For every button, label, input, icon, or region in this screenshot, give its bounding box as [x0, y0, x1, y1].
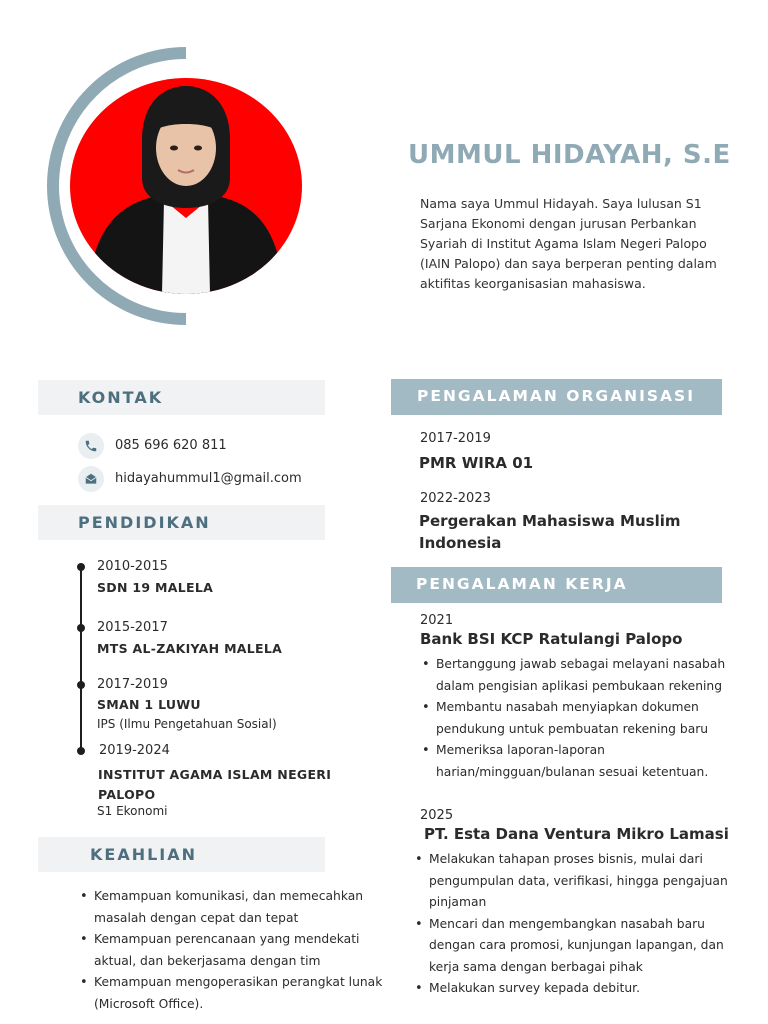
job-duties-list — [420, 654, 740, 783]
phone-row — [78, 433, 338, 459]
organization-section-header — [391, 379, 722, 415]
organization-heading: PENGALAMAN ORGANISASI — [417, 387, 695, 405]
job-year: 2021 — [420, 613, 454, 628]
job-duty: • Memeriksa laporan-laporan harian/mingguan/bulanan sesuai ketentuan. — [420, 740, 740, 783]
email-row — [78, 466, 338, 492]
job-duty: • Melakukan survey kepada debitur. — [413, 978, 753, 1000]
education-heading: PENDIDIKAN — [78, 513, 211, 532]
job-title: Bank BSI KCP Ratulangi Palopo — [420, 630, 683, 648]
skill-item: • Kemampuan komunikasi, dan memecahkan masalah dengan cepat dan tepat — [78, 886, 388, 929]
skills-heading: KEAHLIAN — [90, 845, 198, 864]
education-years: 2015-2017 — [97, 620, 168, 635]
email-address: hidayahummul1@gmail.com — [115, 471, 302, 486]
job-duty: • Membantu nasabah menyiapkan dokumen pendukung untuk pembuatan rekening baru — [420, 697, 740, 740]
job-year: 2025 — [420, 808, 454, 823]
education-years: 2019-2024 — [99, 743, 170, 758]
timeline-dot — [77, 681, 85, 689]
skills-list — [78, 886, 388, 1015]
education-major: IPS (Ilmu Pengetahuan Sosial) — [97, 717, 277, 731]
education-school: MTS AL-ZAKIYAH MALELA — [97, 641, 283, 656]
contact-heading: KONTAK — [78, 388, 164, 407]
education-years: 2010-2015 — [97, 559, 168, 574]
job-duty: • Melakukan tahapan proses bisnis, mulai dari pengumpulan data, verifikasi, hingga pengajuan pinjaman — [413, 849, 753, 914]
person-silhouette — [70, 78, 302, 294]
phone-icon — [78, 433, 104, 459]
organization-name: Pergerakan Mahasiswa Muslim Indonesia — [419, 512, 681, 552]
contact-section-header — [38, 380, 325, 415]
work-section-header — [391, 567, 722, 603]
work-heading: PENGALAMAN KERJA — [416, 575, 628, 593]
organization-years: 2022-2023 — [420, 491, 491, 506]
organization-name: PMR WIRA 01 — [419, 454, 534, 472]
profile-photo — [70, 78, 302, 294]
skills-section-header — [38, 837, 325, 872]
organization-years: 2017-2019 — [420, 431, 491, 446]
timeline-line — [80, 566, 82, 752]
education-years: 2017-2019 — [97, 677, 168, 692]
education-school: INSTITUT AGAMA ISLAM NEGERI PALOPO — [98, 767, 332, 802]
education-school: SMAN 1 LUWU — [97, 697, 201, 712]
envelope-icon — [78, 466, 104, 492]
phone-number: 085 696 620 811 — [115, 438, 227, 453]
job-duty: • Bertanggung jawab sebagai melayani nasabah dalam pengisian aplikasi pembukaan rekening — [420, 654, 740, 697]
education-major: S1 Ekonomi — [97, 804, 168, 818]
timeline-dot — [77, 624, 85, 632]
education-section-header — [38, 505, 325, 540]
job-duty: • Mencari dan mengembangkan nasabah baru dengan cara promosi, kunjungan lapangan, dan kerja sama dengan berbagai pihak — [413, 914, 753, 979]
job-title: PT. Esta Dana Ventura Mikro Lamasi — [424, 825, 729, 843]
about-text: Nama saya Ummul Hidayah. Saya lulusan S1 Sarjana Ekonomi dengan jurusan Perbankan Syariah di Institut Agama Islam Negeri Palopo (IAIN Palopo) dan saya berperan penting dalam aktifitas keorganisasian mahasiswa. — [420, 196, 717, 291]
candidate-name: UMMUL HIDAYAH, S.E — [408, 140, 731, 170]
skill-item: • Kemampuan perencanaan yang mendekati aktual, dan bekerjasama dengan tim — [78, 929, 388, 972]
job-duties-list — [413, 849, 753, 1000]
timeline-dot — [77, 563, 85, 571]
timeline-dot — [77, 747, 85, 755]
education-school: SDN 19 MALELA — [97, 580, 214, 595]
skill-item: • Kemampuan mengoperasikan perangkat lunak (Microsoft Office). — [78, 972, 388, 1015]
